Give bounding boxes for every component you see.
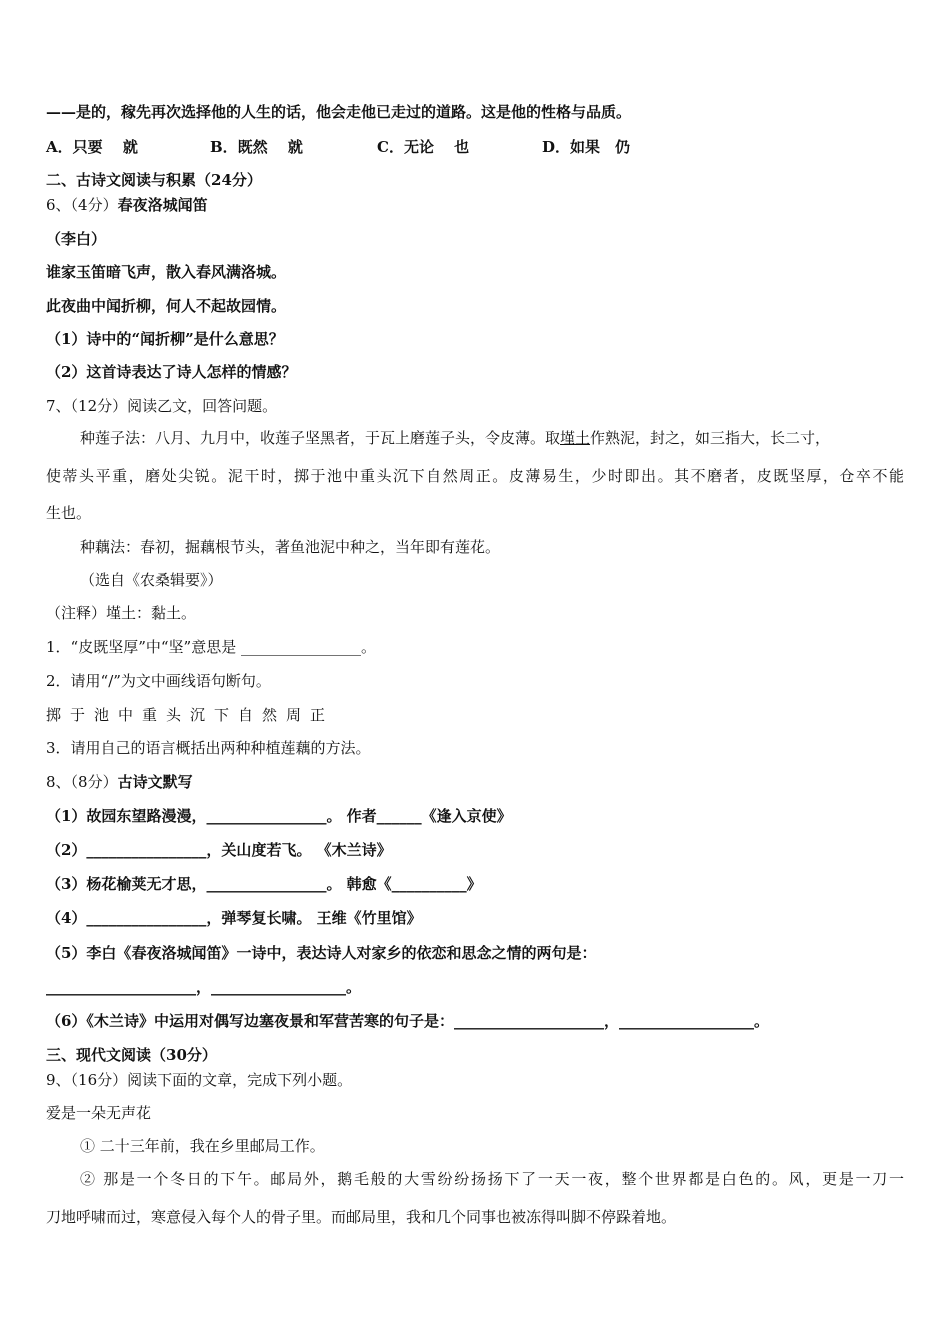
- q8-line5-blanks: ____________________，__________________。: [46, 978, 362, 996]
- q8-line2: （2）________________，关山度若飞。 《木兰诗》: [46, 841, 392, 859]
- q9-paragraph1: ① 二十三年前，我在乡里邮局工作。: [80, 1137, 325, 1155]
- q7-note: （注释）墐土：黏土。: [46, 604, 197, 622]
- q7-item2: 2．请用“/”为文中画线语句断句。: [46, 672, 271, 690]
- q7-p1-line1: [80, 428, 830, 448]
- q9-head: 9、（16分）阅读下面的文章，完成下列小题。: [46, 1071, 353, 1089]
- q8-line3: （3）杨花榆荚无才思，________________。 韩愈《__________》: [46, 875, 482, 893]
- q7-p2: 种藕法：春初，掘藕根节头，著鱼池泥中种之，当年即有莲花。: [80, 538, 501, 556]
- q8-heading: [46, 772, 193, 792]
- q7-source: （选自《农桑辑要》）: [80, 571, 223, 589]
- q7-p1-line3: 生也。: [46, 504, 92, 522]
- q9-p2-line1-text: ② 那是一个冬日的下午。邮局外，鹅毛般的大雪纷纷扬扬下了一天一夜，整个世界都是白色的。风，更是一刀一: [80, 1170, 904, 1188]
- option-c: C．无论 也: [377, 138, 470, 156]
- q8-line6: （6）《木兰诗》中运用对偶写边塞夜景和军营苦寒的句子是：____________________，__________________。: [46, 1012, 769, 1030]
- q6-poem-line1: 谁家玉笛暗飞声，散入春风满洛城。: [46, 263, 287, 281]
- q6-heading: [46, 195, 208, 215]
- q9-paragraph2-line1: [80, 1169, 904, 1189]
- q7-p1-text-b: 作熟泥，封之，如三指大，长二寸，: [590, 429, 831, 447]
- q8-line1: （1）故园东望路漫漫，________________。 作者______《逢入京使》: [46, 807, 512, 825]
- q6-sub2: （2）这首诗表达了诗人怎样的情感？: [46, 363, 297, 381]
- q7-item3: 3．请用自己的语言概括出两种种植莲藕的方法。: [46, 739, 371, 757]
- section3-title: 三、现代文阅读（30分）: [46, 1046, 217, 1064]
- q7-item2-text: 掷于池中重头沉下自然周正: [46, 706, 335, 724]
- section2-title: 二、古诗文阅读与积累（24分）: [46, 171, 262, 189]
- option-d: D．如果 仍: [542, 138, 631, 156]
- q8-line5: （5）李白《春夜洛城闻笛》一诗中，表达诗人对家乡的依恋和思念之情的两句是：: [46, 944, 597, 962]
- q7-item1: 1．“皮既坚厚”中“坚”意思是 ________________。: [46, 638, 376, 656]
- q7-p1-line2: [46, 466, 904, 486]
- q7-p1-text-a: 种莲子法：八月、九月中，收莲子坚黑者，于瓦上磨莲子头，令皮薄。取: [80, 429, 561, 447]
- option-b: B．既然 就: [210, 138, 303, 156]
- intro-line: ——是的，稼先再次选择他的人生的话，他会走他已走过的道路。这是他的性格与品质。: [46, 103, 632, 121]
- q6-head: 6、（4分）: [46, 196, 118, 214]
- q6-author: （李白）: [46, 230, 107, 248]
- q8-line4: （4）________________，弹琴复长啸。 王维《竹里馆》: [46, 909, 422, 927]
- q6-sub1: （1）诗中的“闻折柳”是什么意思？: [46, 330, 284, 348]
- q7-p1-underlined: 墐土: [560, 429, 591, 447]
- q7-head: 7、（12分）阅读乙文，回答问题。: [46, 397, 278, 415]
- q8-head: 8、（8分）: [46, 773, 118, 791]
- q9-paragraph2-line2: 刀地呼啸而过，寒意侵入每个人的骨子里。而邮局里，我和几个同事也被冻得叫脚不停跺着地。: [46, 1208, 677, 1226]
- q7-p1-line2-text: 使蒂头平重，磨处尖锐。泥干时，掷于池中重头沉下自然周正。皮薄易生，少时即出。其不磨者，皮既坚厚，仓卒不能: [46, 467, 904, 485]
- q6-poem-line2: 此夜曲中闻折柳，何人不起故园情。: [46, 297, 287, 315]
- q6-title: 春夜洛城闻笛: [117, 196, 208, 214]
- option-a: A．只要 就: [46, 138, 138, 156]
- q8-title: 古诗文默写: [117, 773, 193, 791]
- q9-article-title: 爱是一朵无声花: [46, 1104, 152, 1122]
